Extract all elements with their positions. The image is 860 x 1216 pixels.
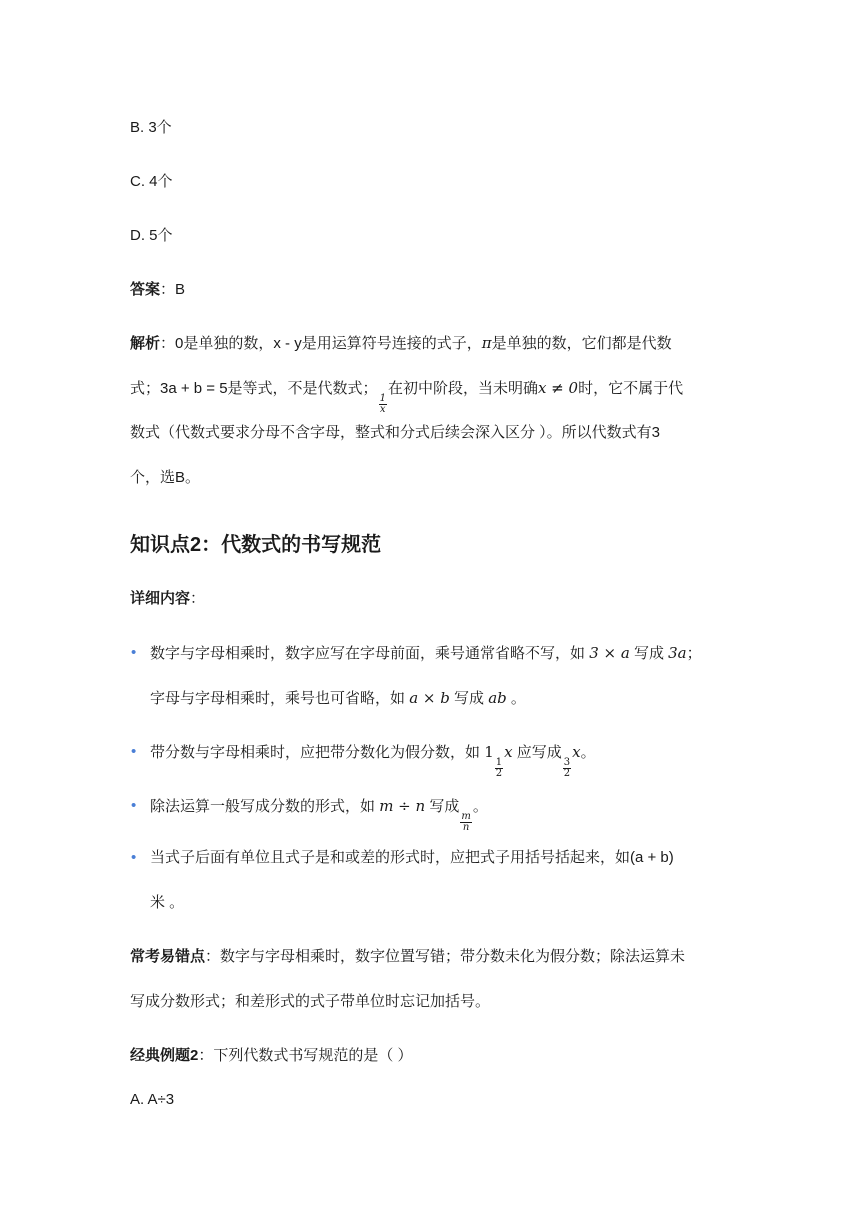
example-line	[130, 1046, 413, 1066]
math-inequality: x ≠ 0	[537, 379, 579, 397]
fraction-numerator: 1	[379, 393, 386, 404]
bullet-text: 写成	[633, 645, 664, 662]
fraction-denominator: 2	[563, 768, 571, 779]
math-expr: x	[504, 743, 513, 761]
math-expr: m ÷ n	[379, 797, 426, 815]
detail-sep: ：	[190, 590, 206, 607]
bullet-3	[150, 796, 488, 833]
fraction-denominator: 2	[495, 768, 503, 779]
detail-heading	[130, 589, 205, 609]
bullet-text: 。	[472, 798, 488, 815]
fraction-denominator: n	[462, 822, 470, 833]
errors-line-1	[130, 947, 685, 967]
bullet-1-line-2	[150, 688, 526, 709]
fraction-one-half	[495, 758, 503, 779]
option-c: C. 4个	[130, 173, 173, 190]
fraction-numerator: m	[461, 811, 471, 822]
analysis-text: ：0是单独的数，x - y是用运算符号连接的式子，	[160, 335, 482, 352]
bullet-dot: •	[131, 644, 137, 661]
bullet-text: 字母与字母相乘时，乘号也可省略，如	[150, 690, 406, 707]
errors-text: ：数字与字母相乘时，数字位置写错；带分数未化为假分数；除法运算未	[205, 948, 686, 965]
bullet-dot: •	[131, 743, 137, 760]
analysis-line-1	[130, 333, 672, 354]
bullet-2	[150, 742, 596, 779]
bullet-4-line-1: 当式子后面有单位且式子是和或差的形式时，应把式子用括号括起来，如(a + b)	[150, 849, 674, 866]
fraction-m-over-n	[460, 812, 471, 833]
math-expr: a × b	[409, 689, 450, 707]
analysis-line-2	[130, 378, 683, 415]
example-text: ：下列代数式书写规范的是（ ）	[198, 1047, 413, 1064]
bullet-text: ；	[686, 645, 702, 662]
bullet-text: 。	[510, 690, 526, 707]
section-title: 知识点2：代数式的书写规范	[130, 534, 382, 556]
bullet-text: 写成	[429, 798, 460, 815]
bullet-text: 写成	[454, 690, 485, 707]
bullet-text: 除法运算一般写成分数的形式，如	[150, 798, 376, 815]
fraction-1-over-x	[379, 394, 387, 415]
bullet-text: 应写成	[516, 744, 562, 761]
answer-label: 答案	[130, 281, 161, 298]
fraction-numerator: 1	[495, 757, 503, 768]
bullet-dot: •	[131, 797, 137, 814]
option-d: D. 5个	[130, 227, 173, 244]
example-option-a: A. A÷3	[130, 1091, 175, 1108]
pi-symbol: π	[481, 334, 492, 352]
analysis-text: 是单独的数，它们都是代数	[491, 335, 672, 352]
analysis-line-3: 数式（代数式要求分母不含字母，整式和分式后续会深入区分 ）。所以代数式有3	[130, 424, 661, 441]
answer-line	[130, 280, 185, 300]
option-b: B. 3个	[130, 119, 172, 136]
errors-line-2: 写成分数形式；和差形式的式子带单位时忘记加括号。	[130, 993, 491, 1010]
analysis-text: 式；3a + b = 5是等式，不是代数式；	[130, 380, 378, 397]
math-expr: 3 × a	[589, 644, 630, 662]
analysis-label: 解析	[130, 335, 161, 352]
detail-label: 详细内容	[130, 590, 191, 607]
analysis-line-4: 个，选B。	[130, 469, 201, 486]
answer-sep: ：	[160, 281, 176, 298]
example-label: 经典例题2	[130, 1047, 199, 1064]
math-expr: 3a	[668, 644, 687, 662]
bullet-text: 带分数与字母相乘时，应把带分数化为假分数，如	[150, 744, 481, 761]
errors-label: 常考易错点	[130, 948, 206, 965]
fraction-denominator: x	[379, 404, 386, 415]
answer-value: B	[175, 281, 186, 298]
fraction-three-halves	[563, 758, 571, 779]
math-expr: ab	[488, 689, 507, 707]
bullet-text: 数字与字母相乘时，数字应写在字母前面，乘号通常省略不写，如	[150, 645, 586, 662]
bullet-text: 。	[580, 744, 596, 761]
analysis-text: 时，它不属于代	[578, 380, 684, 397]
bullet-4-line-2: 米 。	[150, 894, 185, 911]
math-expr: x	[572, 743, 581, 761]
analysis-text: 在初中阶段，当未明确	[387, 380, 538, 397]
bullet-dot: •	[131, 849, 137, 866]
math-expr: 1	[484, 743, 494, 761]
bullet-1-line-1	[150, 643, 702, 664]
fraction-numerator: 3	[563, 757, 571, 768]
